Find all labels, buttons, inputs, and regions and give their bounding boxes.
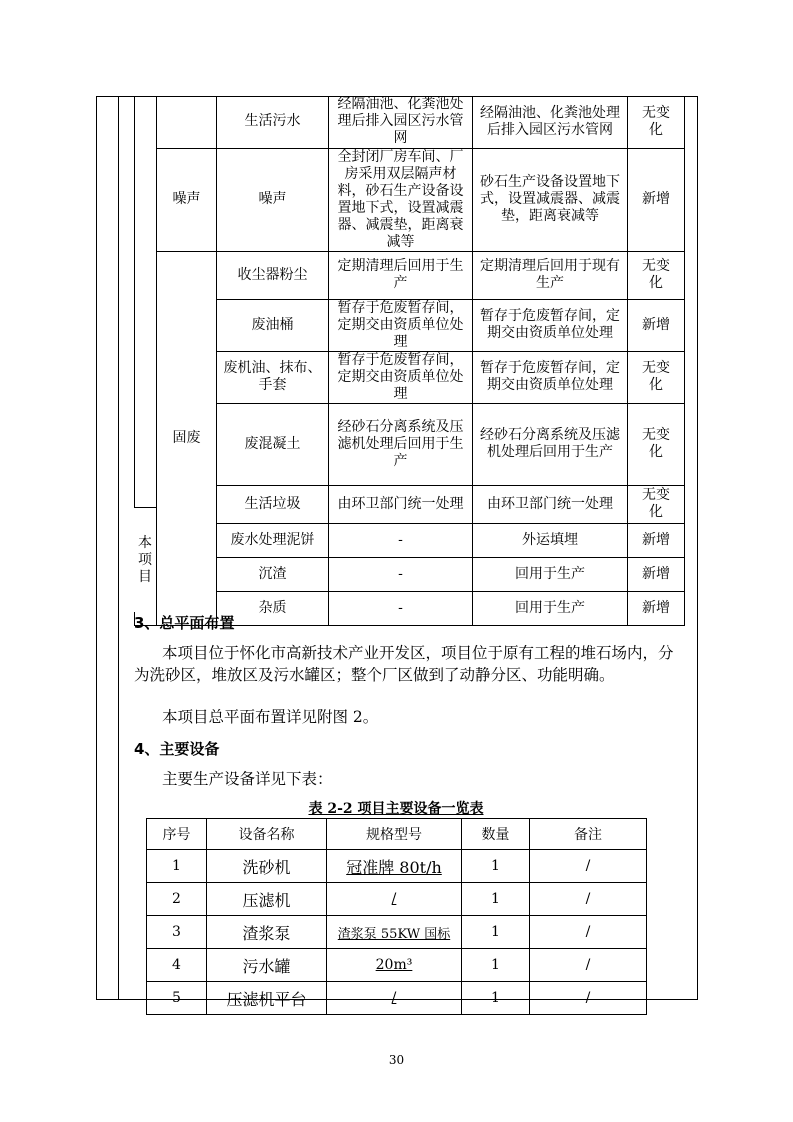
measure-project-cell: 暂存于危废暂存间，定期交由资质单位处理 [473,351,628,403]
change-cell: 无变化 [628,485,685,523]
change-cell: 新增 [628,299,685,351]
change-cell: 新增 [628,523,685,557]
measure-existing-cell: 经隔油池、化粪池处理后排入园区污水管网 [329,96,473,148]
equipment-quantity: 1 [462,982,530,1015]
equipment-name: 渣浆泵 [207,916,327,949]
equipment-name: 污水罐 [207,949,327,982]
item-cell: 废水处理泥饼 [217,523,329,557]
equipment-name: 压滤机 [207,883,327,916]
section-3-paragraph-1: 本项目位于怀化市高新技术产业开发区，项目位于原有工程的堆石场内，分为洗砂区，堆放区及污水罐区；整个厂区做到了动静分区、功能明确。 [134,644,674,684]
table-row [135,403,685,485]
section-4-heading: 4、主要设备 [134,740,220,758]
measure-project-cell: 回用于生产 [473,557,628,591]
equipment-note: / [530,883,647,916]
change-cell: 新增 [628,557,685,591]
table-row [147,949,647,982]
measure-existing-cell: - [329,523,473,557]
row-number: 1 [147,850,207,883]
item-cell: 废机油、抹布、手套 [217,351,329,403]
column-header: 序号 [147,819,207,850]
row-number: 4 [147,949,207,982]
item-cell: 杂质 [217,591,329,625]
equipment-spec: / [327,883,462,916]
column-header: 备注 [530,819,647,850]
measure-project-cell: 经砂石分离系统及压滤机处理后回用于生产 [473,403,628,485]
item-cell: 生活垃圾 [217,485,329,523]
measure-existing-cell: 全封闭厂房车间、厂房采用双层隔声材料，砂石生产设备设置地下式，设置减震器、减震垫，距离衰减等 [329,148,473,251]
column-header: 数量 [462,819,530,850]
equipment-note: / [530,916,647,949]
equipment-table [146,818,647,1015]
table-header-row [147,819,647,850]
equipment-table-title: 表 2-2 项目主要设备一览表 [308,801,484,817]
row-number: 2 [147,883,207,916]
table-row [135,485,685,523]
category-cell: 固废 [157,251,217,625]
measure-existing-cell: 暂存于危废暂存间，定期交由资质单位处理 [329,351,473,403]
measure-project-cell: 定期清理后回用于现有生产 [473,251,628,299]
emissions-measures-table [134,96,685,626]
section-4-paragraph-1: 主要生产设备详见下表： [162,770,333,788]
item-cell: 收尘器粉尘 [217,251,329,299]
measure-existing-cell: 暂存于危废暂存间，定期交由资质单位处理 [329,299,473,351]
change-cell: 无变化 [628,96,685,148]
measure-project-cell: 回用于生产 [473,591,628,625]
table-row [135,251,685,299]
table-row [147,850,647,883]
section-3-paragraph-2: 本项目总平面布置详见附图 2。 [162,708,379,726]
change-cell: 新增 [628,148,685,251]
equipment-quantity: 1 [462,883,530,916]
column-header: 规格型号 [327,819,462,850]
table-row [135,557,685,591]
measure-existing-cell: 经砂石分离系统及压滤机处理后回用于生产 [329,403,473,485]
column-header: 设备名称 [207,819,327,850]
scope-label-this-project: 本项目 [134,507,157,612]
table-row [135,523,685,557]
equipment-quantity: 1 [462,949,530,982]
change-cell: 新增 [628,591,685,625]
equipment-quantity: 1 [462,850,530,883]
item-cell: 噪声 [217,148,329,251]
table-row [135,299,685,351]
measure-existing-cell: 定期清理后回用于生产 [329,251,473,299]
page-number: 30 [388,1053,405,1067]
measure-existing-cell: 由环卫部门统一处理 [329,485,473,523]
equipment-quantity: 1 [462,916,530,949]
table-row [147,883,647,916]
category-cell: 噪声 [157,148,217,251]
equipment-spec: 冠准牌 80t/h [327,850,462,883]
item-cell: 沉渣 [217,557,329,591]
table-row [135,148,685,251]
change-cell: 无变化 [628,403,685,485]
equipment-spec: 渣浆泵 55KW 国标 [327,916,462,949]
measure-project-cell: 砂石生产设备设置地下式，设置减震器、减震垫，距离衰减等 [473,148,628,251]
equipment-spec: / [327,982,462,1015]
measure-project-cell: 经隔油池、化粪池处理后排入园区污水管网 [473,96,628,148]
change-cell: 无变化 [628,351,685,403]
measure-project-cell: 暂存于危废暂存间，定期交由资质单位处理 [473,299,628,351]
section-3-heading: 3、总平面布置 [134,614,235,632]
category-cell [157,96,217,148]
equipment-note: / [530,850,647,883]
equipment-note: / [530,982,647,1015]
measure-existing-cell: - [329,591,473,625]
item-cell: 生活污水 [217,96,329,148]
equipment-note: / [530,949,647,982]
measure-existing-cell: - [329,557,473,591]
equipment-name: 压滤机平台 [207,982,327,1015]
table-row [147,982,647,1015]
change-cell: 无变化 [628,251,685,299]
item-cell: 废混凝土 [217,403,329,485]
equipment-name: 洗砂机 [207,850,327,883]
row-number: 5 [147,982,207,1015]
equipment-spec: 20m³ [327,949,462,982]
table-row [135,96,685,148]
measure-project-cell: 由环卫部门统一处理 [473,485,628,523]
frame-left-column-line [118,96,119,1000]
item-cell: 废油桶 [217,299,329,351]
table-row [135,351,685,403]
table-row [147,916,647,949]
row-number: 3 [147,916,207,949]
measure-project-cell: 外运填埋 [473,523,628,557]
